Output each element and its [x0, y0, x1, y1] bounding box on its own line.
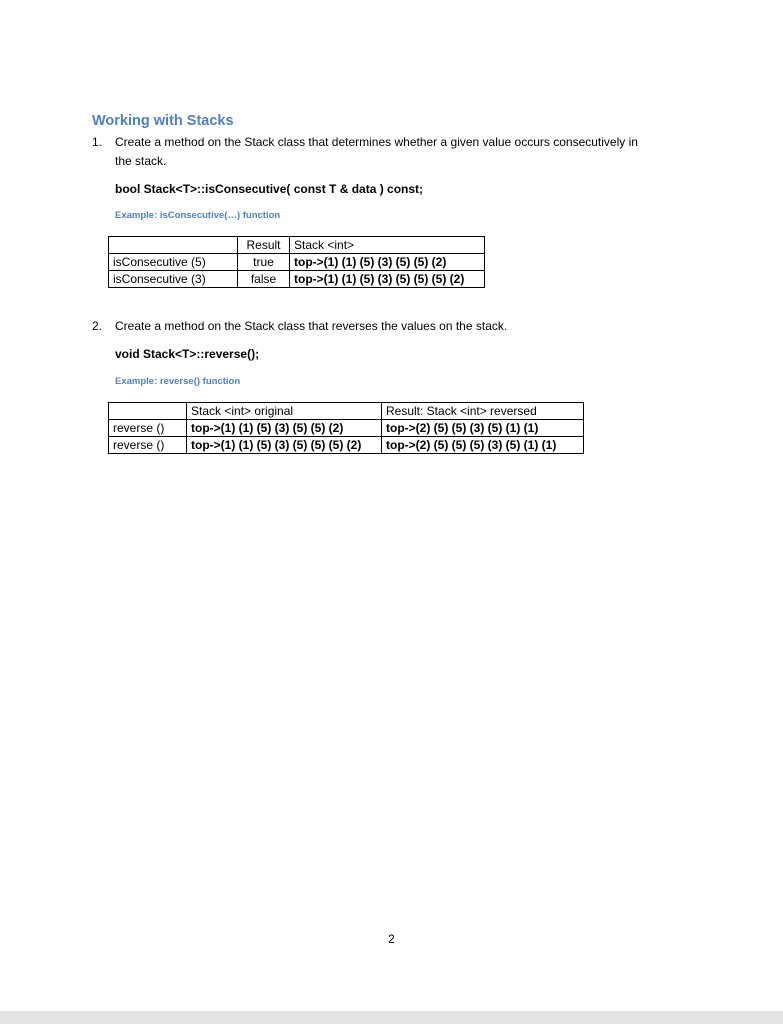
bottom-scroll-area [0, 1011, 783, 1024]
table-cell: top->(1) (1) (5) (3) (5) (5) (2) [187, 420, 382, 437]
table-cell: reverse () [109, 437, 187, 454]
list-item-text-line2: the stack. [115, 154, 167, 168]
example-caption: Example: reverse() function [115, 376, 241, 387]
table-cell: isConsecutive (3) [109, 271, 238, 288]
isconsecutive-example-table [108, 236, 485, 288]
list-item-text-line1: Create a method on the Stack class that determines whether a given value occurs consecutively in [115, 135, 638, 149]
table-row [109, 437, 584, 454]
table-header-row [109, 403, 584, 420]
table-header-row [109, 237, 485, 254]
method-signature: void Stack<T>::reverse(); [115, 347, 260, 361]
list-number: 2. [92, 319, 103, 333]
list-item-1 [92, 133, 712, 173]
table-row [109, 420, 584, 437]
table-header-cell [109, 403, 187, 420]
table-header-cell: Stack <int> [290, 237, 485, 254]
table-cell: top->(1) (1) (5) (3) (5) (5) (5) (2) [290, 271, 485, 288]
table-cell: isConsecutive (5) [109, 254, 238, 271]
table-cell: reverse () [109, 420, 187, 437]
table-row [109, 271, 485, 288]
list-number: 1. [92, 135, 103, 149]
table-header-cell: Stack <int> original [187, 403, 382, 420]
table-header-cell [109, 237, 238, 254]
table-header-cell: Result: Stack <int> reversed [382, 403, 584, 420]
example-caption: Example: isConsecutive(…) function [115, 210, 281, 221]
list-item-2 [92, 317, 712, 337]
section-heading: Working with Stacks [92, 113, 234, 129]
table-cell: false [238, 271, 290, 288]
page-number: 2 [388, 932, 395, 946]
table-row [109, 254, 485, 271]
table-cell: top->(1) (1) (5) (3) (5) (5) (5) (2) [187, 437, 382, 454]
table-cell: top->(2) (5) (5) (5) (3) (5) (1) (1) [382, 437, 584, 454]
table-cell: true [238, 254, 290, 271]
table-header-cell: Result [238, 237, 290, 254]
method-signature: bool Stack<T>::isConsecutive( const T & data ) const; [115, 182, 424, 196]
table-cell: top->(2) (5) (5) (3) (5) (1) (1) [382, 420, 584, 437]
list-item-text-line1: Create a method on the Stack class that reverses the values on the stack. [115, 319, 508, 333]
reverse-example-table [108, 402, 584, 454]
table-cell: top->(1) (1) (5) (3) (5) (5) (2) [290, 254, 485, 271]
